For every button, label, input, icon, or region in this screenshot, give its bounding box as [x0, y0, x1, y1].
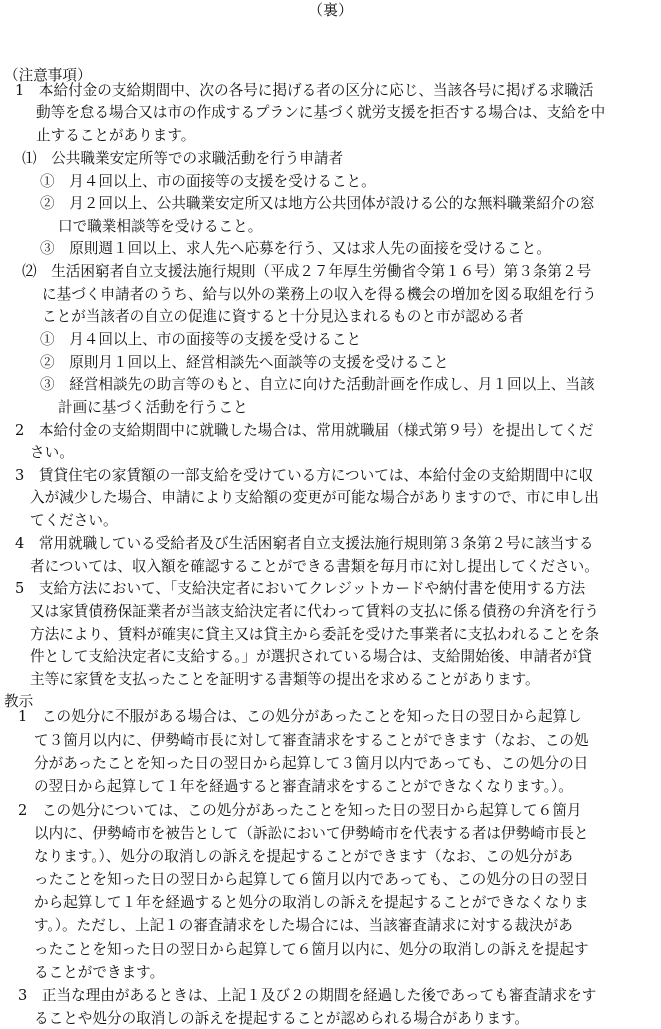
page-header: （裏） — [307, 1, 353, 19]
notes-line: ことが当該者の自立の促進に資すると十分見込まれるものと市が認める者 — [42, 308, 524, 325]
notes-line: 件として支給決定者に支給する。」が選択されている場合は、支給開始後、申請者が貸 — [30, 648, 592, 665]
notes-line: 又は家賃債務保証業者が当該支給決定者に代わって賃料の支払に係る債務の弁済を行う — [30, 603, 600, 620]
notes-line: 主等に家賃を支払ったことを証明する書類等の提出を求めることがあります。 — [30, 671, 540, 688]
notes-line: ② 原則月１回以上、経営相談先へ面談等の支援を受けること — [40, 354, 449, 371]
notes-line: 入が減少した場合、申請により支給額の変更が可能な場合がありますので、市に申し出 — [30, 489, 599, 506]
notes-line: ① 月４回以上、市の面接等の支援を受けること — [40, 331, 362, 348]
notes-line: ① 月４回以上、市の面接等の支援を受けること。 — [40, 173, 376, 190]
instruction-line: ることや処分の取消しの訴えを提起することが認められる場合があります。 — [34, 1010, 530, 1027]
notes-line: ⑴ 公共職業安定所等での求職活動を行う申請者 — [22, 150, 344, 167]
notes-line: ③ 原則週１回以上、求人先へ応募を行う、又は求人先の面接を受けること。 — [40, 240, 551, 257]
notes-line: 2 本給付金の支給期間中に就職した場合は、常用就職届（様式第９号）を提出してくだ — [15, 422, 594, 439]
notes-line: 動等を怠る場合又は市の作成するプランに基づく就労支援を拒否する場合は、支給を中 — [36, 104, 606, 121]
notes-line: 止することがあります。 — [36, 127, 196, 144]
instruction-line: の翌日から起算して１年を経過すると審査請求をすることができなくなります。）。 — [34, 778, 573, 795]
notes-line: 口で職業相談等を受けること。 — [58, 218, 263, 235]
instruction-line: 3 正当な理由があるときは、上記１及び２の期間を経過した後であっても審査請求をす — [18, 987, 597, 1004]
notes-line: 方法により、賃料が確実に貸主又は貸主から委託を受けた事業者に支払われることを条 — [30, 626, 600, 643]
notes-line: ③ 経営相談先の助言等のもと、自立に向けた活動計画を作成し、月１回以上、当該 — [40, 376, 595, 393]
instruction-line: て３箇月以内に、伊勢崎市長に対して審査請求をすることができます（なお、この処 — [34, 732, 589, 749]
notes-line: ⑵ 生活困窮者自立支援法施行規則（平成２７年厚生労働省令第１６号）第３条第２号 — [22, 263, 592, 280]
instruction-heading: 教示 — [4, 693, 34, 710]
instruction-line: ることができます。 — [34, 964, 165, 981]
instruction-line: ったことを知った日の翌日から起算して６箇月以内に、処分の取消しの訴えを提起す — [34, 941, 589, 958]
instruction-line: 1 この処分に不服がある場合は、この処分があったことを知った日の翌日から起算し — [18, 708, 582, 725]
instruction-line: 分があったことを知った日の翌日から起算して３箇月以内であっても、この処分の日 — [34, 755, 589, 772]
notes-line: さい。 — [30, 444, 74, 461]
instruction-line: ったことを知った日の翌日から起算して６箇月以内であっても、この処分の日の翌日 — [34, 871, 589, 888]
instruction-line: 2 この処分については、この処分があったことを知った日の翌日から起算して６箇月 — [18, 802, 582, 819]
notes-line: てください。 — [30, 512, 118, 529]
instruction-line: す。）。ただし、上記１の審査請求をした場合には、当該審査請求に対する裁決があ — [34, 917, 573, 934]
notes-line: 4 常用就職している受給者及び生活困窮者自立支援法施行規則第３条第２号に該当する — [15, 535, 594, 552]
notes-line: 5 支給方法において、「支給決定者においてクレジットカードや納付書を使用する方法 — [15, 580, 586, 597]
notes-line: 者については、収入額を確認することができる書類を毎月市に対し提出してください。 — [30, 558, 599, 575]
notes-heading: （注意事項） — [4, 67, 92, 84]
notes-line: 計画に基づく活動を行うこと — [58, 399, 248, 416]
notes-line: 1 本給付金の支給期間中、次の各号に掲げる者の区分に応じ、当該各号に掲げる求職活 — [15, 82, 594, 99]
notes-line: ② 月２回以上、公共職業安定所又は地方公共団体が設ける公的な無料職業紹介の窓 — [40, 195, 595, 212]
instruction-line: から起算して１年を経過すると処分の取消しの訴えを提起することができなくなりま — [34, 894, 589, 911]
notes-line: に基づく申請者のうち、給与以外の業務上の収入を得る機会の増加を図る取組を行う — [42, 286, 597, 303]
instruction-line: 以内に、伊勢崎市を被告として（訴訟において伊勢崎市を代表する者は伊勢崎市長と — [34, 825, 589, 842]
notes-line: 3 賃貸住宅の家賃額の一部支給を受けている方については、本給付金の支給期間中に収 — [15, 467, 594, 484]
instruction-line: なります。）、処分の取消しの訴えを提起することができます（なお、この処分があ — [34, 848, 573, 865]
